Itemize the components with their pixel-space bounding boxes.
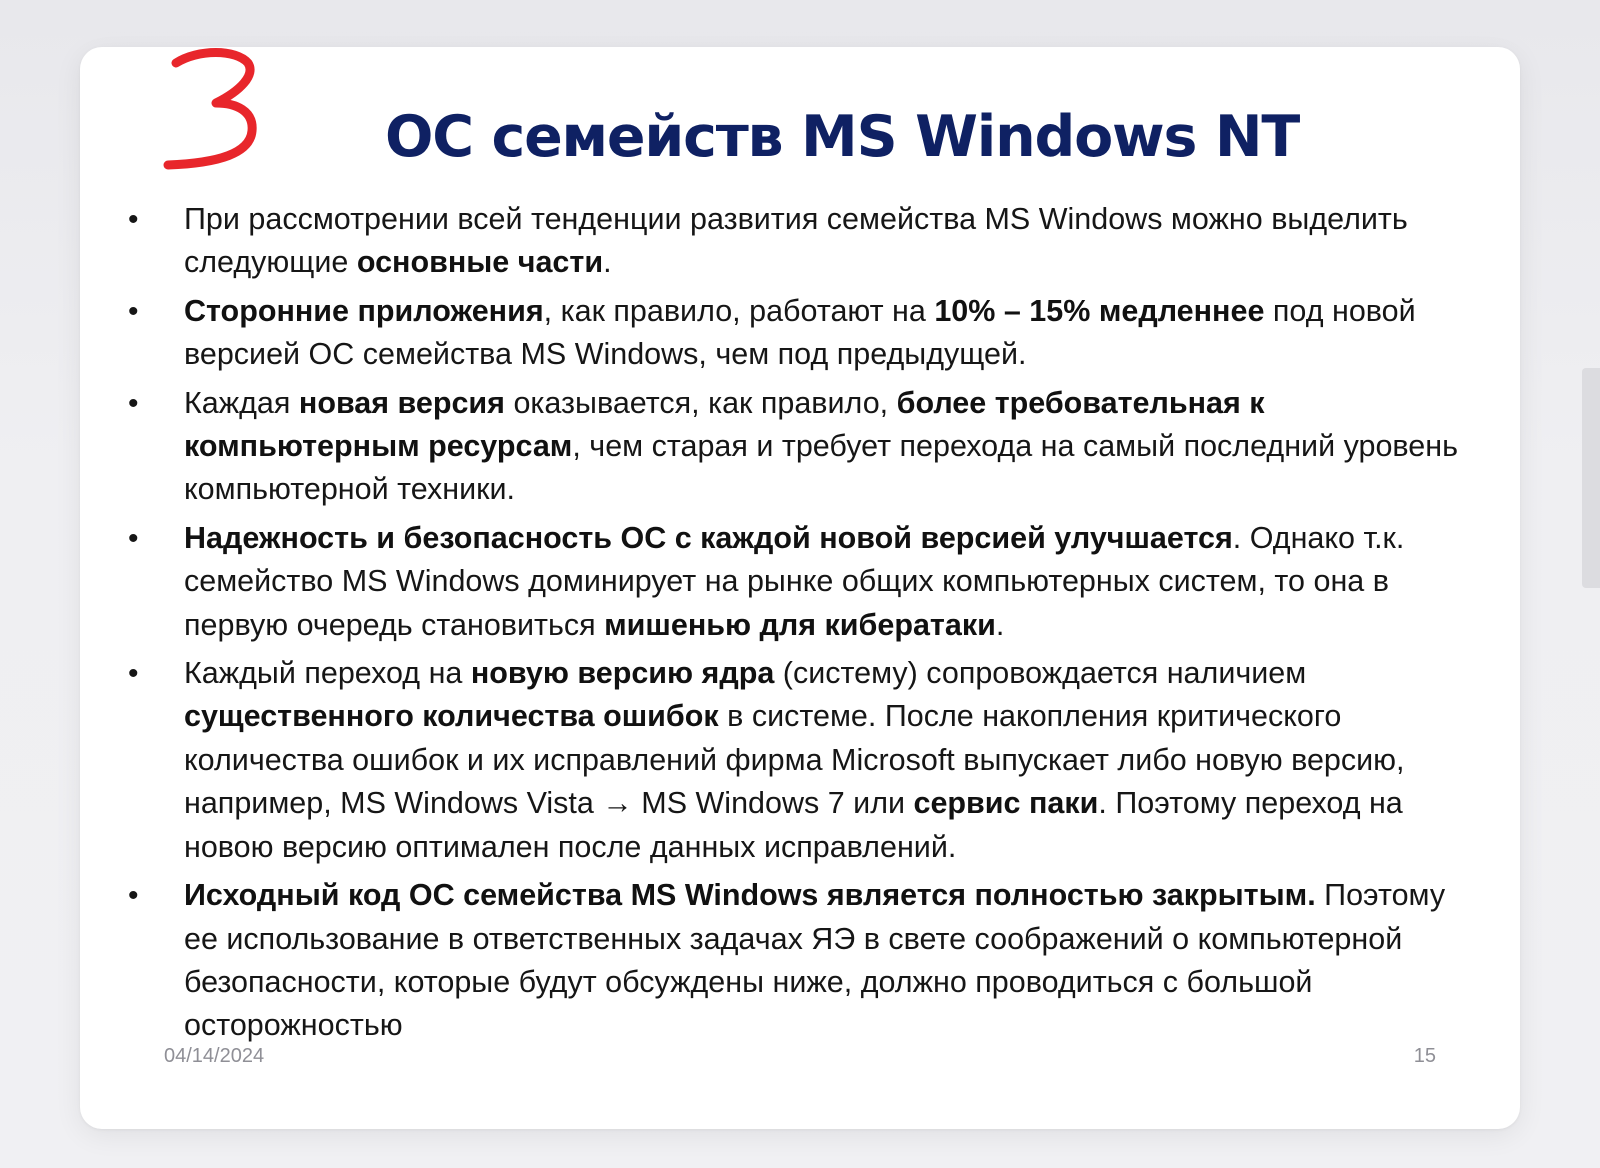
bullet-text-bold: Надежность и безопасность ОС с каждой новой версией улучшается: [184, 520, 1233, 555]
bullet-text: . Поэтому переход на новою версию оптимален после данных исправлений.: [184, 786, 1403, 864]
bullet-text: под новой версией ОС семейства MS Windows, чем под предыдущей.: [184, 293, 1416, 372]
bullet-text: При рассмотрении всей тенденции развития семейства MS Windows можно выделить следующие: [184, 202, 1408, 280]
bullet-text-bold: более требовательная к компьютерным ресурсам: [184, 385, 1265, 464]
page-number: 15: [1413, 1045, 1436, 1067]
bullet-text: , как правило, работают на: [543, 293, 935, 328]
bullet-item: [80, 382, 1520, 512]
bullet-item: [80, 652, 1520, 869]
bullet-marker: •: [128, 294, 139, 328]
bullet-text-bold: новая версия: [298, 385, 505, 420]
bullet-text: оказывается, как правило,: [504, 385, 897, 420]
bullet-marker: •: [128, 203, 139, 236]
bullet-text: Каждая: [184, 385, 299, 420]
footer-date: 04/14/2024: [164, 1045, 265, 1067]
slide: [80, 47, 1520, 1129]
bullet-marker: •: [128, 657, 139, 691]
bullet-marker: •: [128, 386, 139, 420]
scroll-handle[interactable]: [1582, 368, 1600, 588]
bullet-text: , чем старая и требует перехода на самый последний уровень компьютерной техники.: [184, 429, 1458, 507]
bullet-text: .: [603, 245, 612, 280]
bullet-text-bold: Сторонние приложения: [184, 293, 544, 328]
bullet-marker: •: [128, 521, 139, 555]
bullet-text-bold: мишенью для кибератаки: [604, 607, 996, 642]
bullet-text: (систему) сопровождается наличием: [774, 656, 1307, 691]
bullet-text-bold: новую версию ядра: [470, 656, 775, 691]
bullet-text-bold: Исходный код ОС семейства MS Windows является полностью закрытым.: [184, 878, 1316, 913]
bullet-marker: •: [128, 879, 139, 913]
bullet-text-bold: основные части: [356, 245, 604, 280]
bullet-text: . Однако т.к. семейство MS Windows доминирует на рынке общих компьютерных систем, то она в первую очередь становиться: [184, 520, 1405, 642]
bullet-item: [80, 517, 1520, 647]
bullet-text-bold: 10% – 15% медленнее: [934, 293, 1265, 328]
bullet-text: Поэтому ее использование в ответственных задачах ЯЭ в свете соображений о компьютерной безопасности, которые будут обсуждены ниже, должно проводиться с большой осторожностью: [184, 878, 1446, 1043]
bullet-item: [80, 290, 1520, 377]
bullet-text-bold: сервис паки: [913, 786, 1099, 821]
bullet-item: [80, 874, 1520, 1048]
bullet-text: .: [995, 607, 1005, 642]
bullet-text: Каждый переход на: [184, 656, 471, 691]
bullet-list: [80, 198, 1520, 1053]
bullet-text: в системе. После накопления критического количества ошибок и их исправлений фирма Microsoft выпускает либо новую версию, например, MS Windows Vista → MS Windows 7 или: [184, 699, 1405, 821]
bullet-text-bold: существенного количества ошибок: [184, 699, 719, 734]
bullet-item: [80, 198, 1520, 285]
slide-title: ОС семейств MS Windows NT: [384, 104, 1300, 170]
